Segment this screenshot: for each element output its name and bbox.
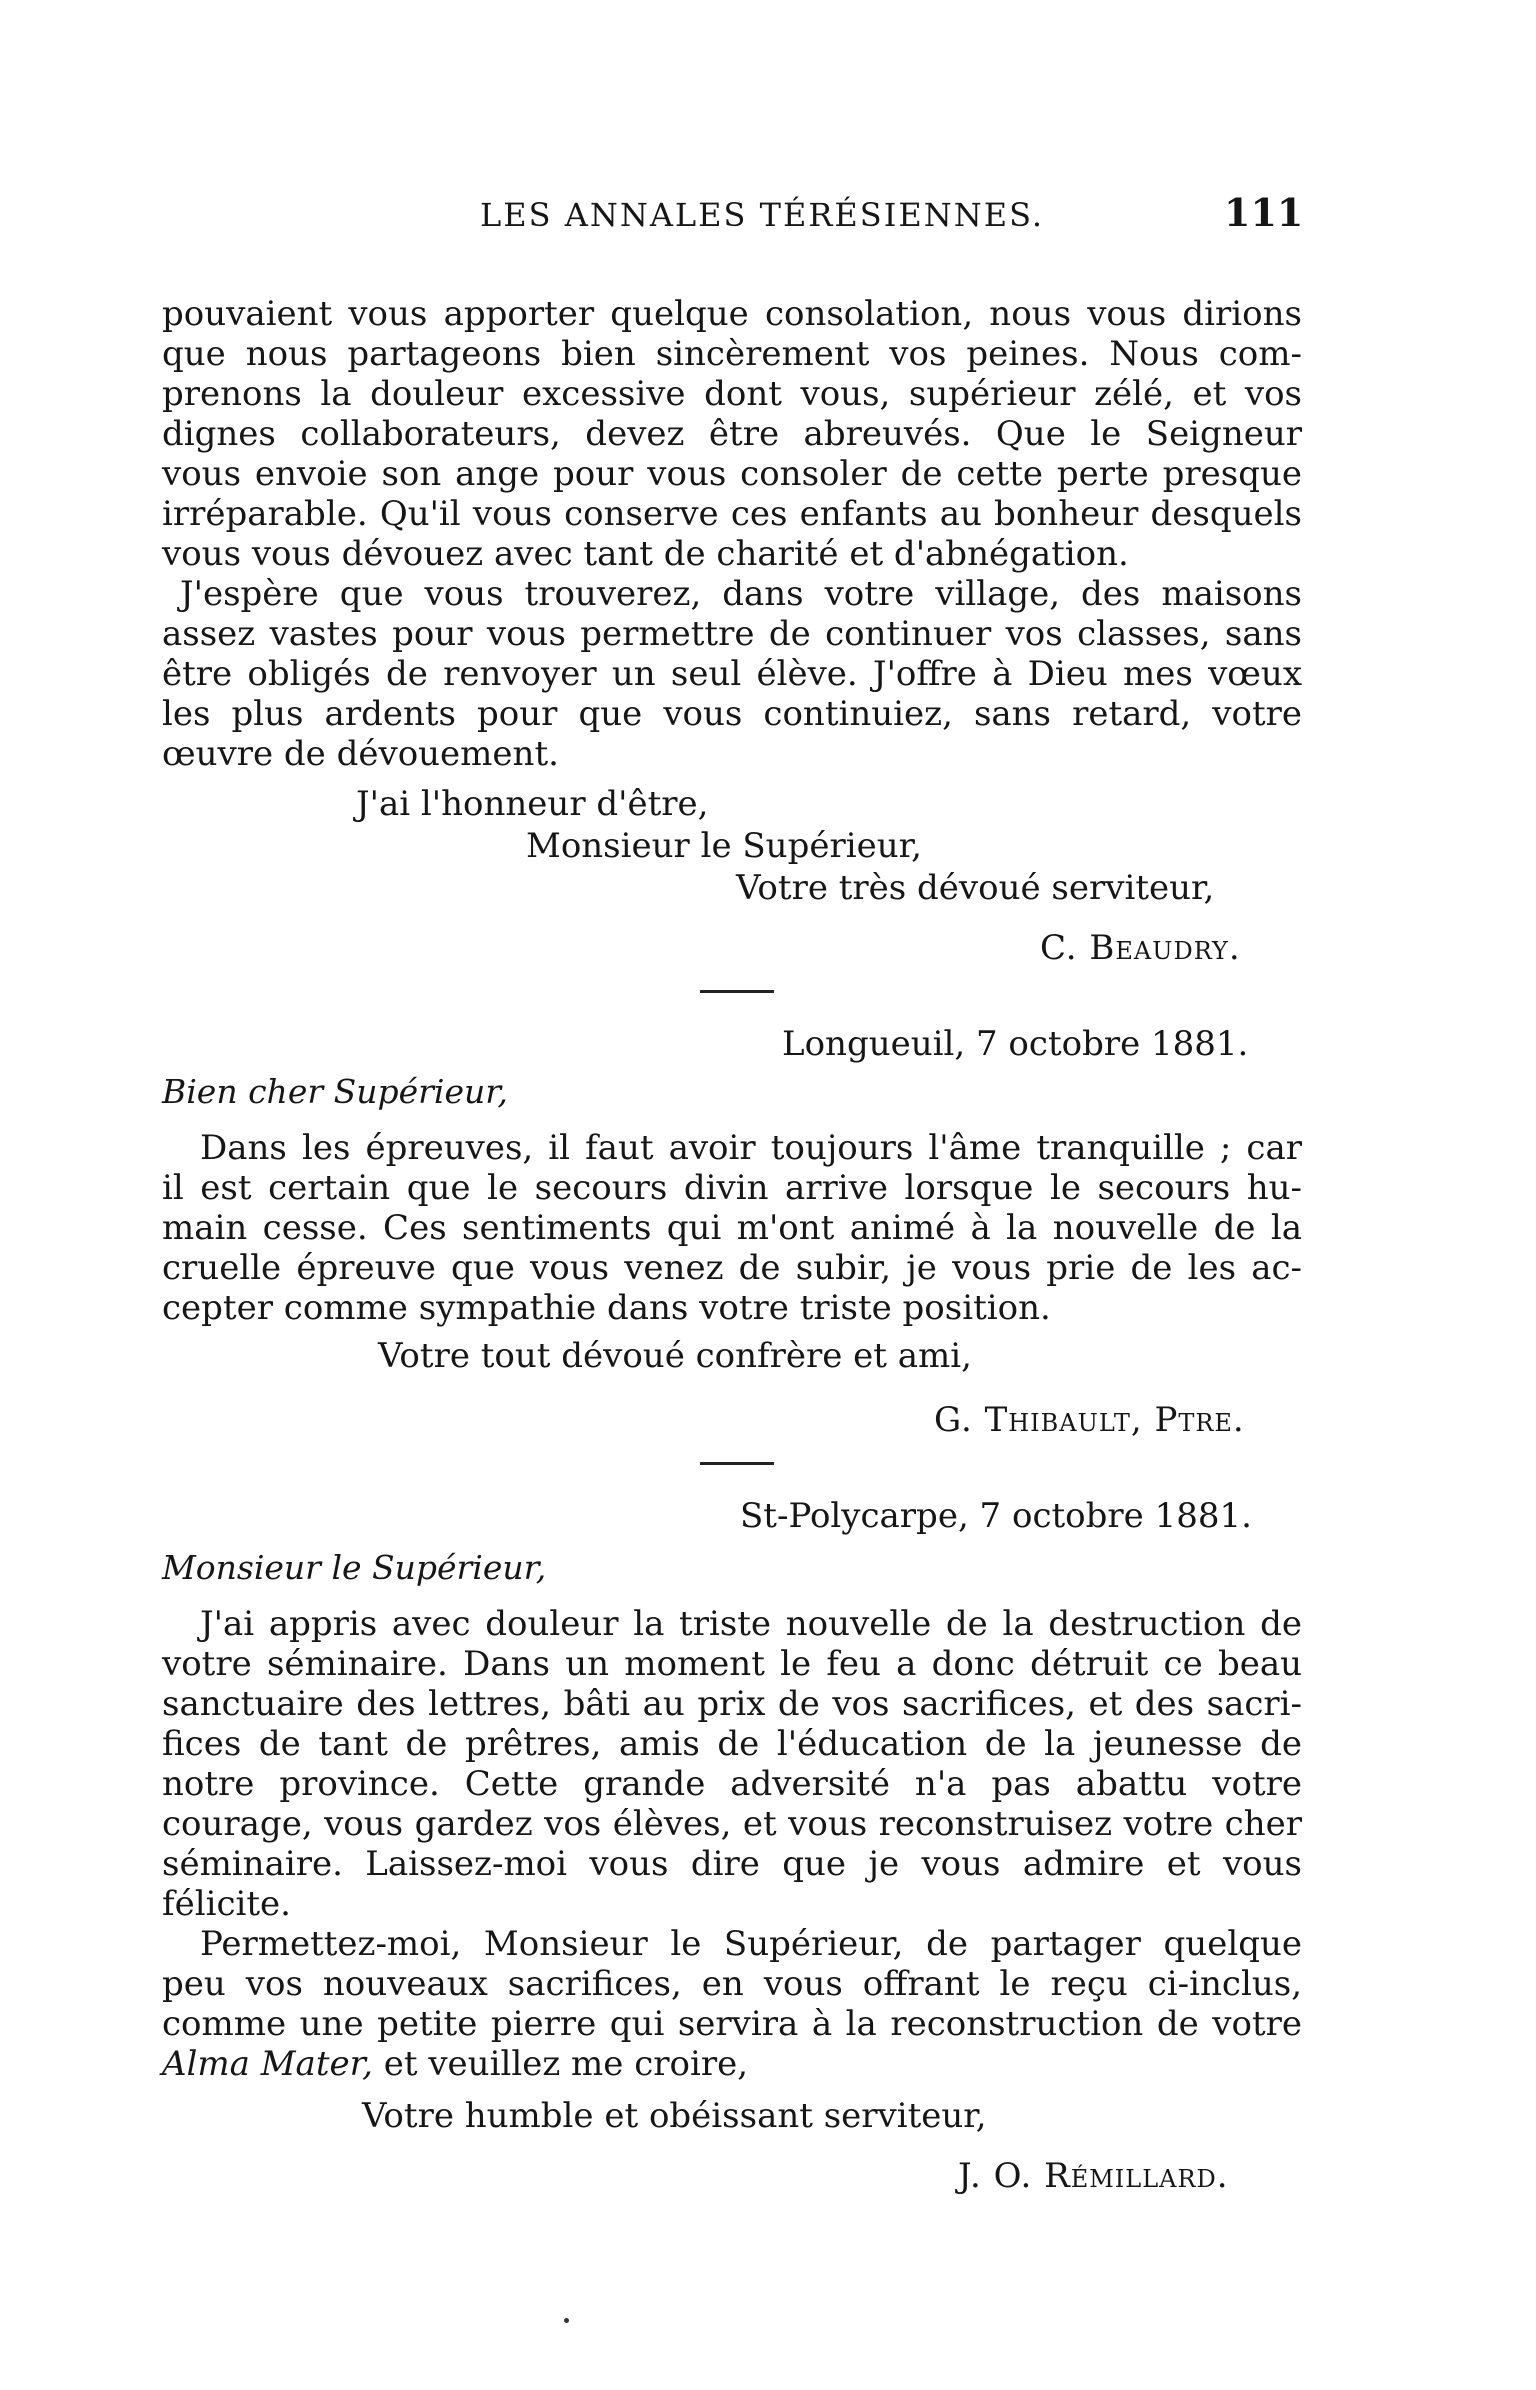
- text-line: Permettez-moi, Monsieur le Supérieur, de partager quelque: [200, 1924, 1302, 1964]
- text-line: peu vos nouveaux sacrifices, en vous offrant le reçu ci-inclus,: [162, 1964, 1302, 2004]
- text-line: dignes collaborateurs, devez être abreuvés. Que le Seigneur: [162, 414, 1302, 454]
- text-line: irréparable. Qu'il vous conserve ces enfants au bonheur desquels: [162, 494, 1302, 534]
- text-line: main cesse. Ces sentiments qui m'ont animé à la nouvelle de la: [162, 1208, 1302, 1248]
- salutation: Monsieur le Supérieur,: [162, 1548, 547, 1587]
- ink-speck: [564, 2318, 569, 2323]
- text-line: J'ai appris avec douleur la triste nouvelle de la destruction de: [200, 1604, 1302, 1644]
- text-line: [162, 2044, 748, 2084]
- closing-line: Votre très dévoué serviteur,: [736, 868, 1215, 908]
- text-line: vous vous dévouez avec tant de charité et d'abnégation.: [162, 534, 1129, 574]
- text-line: notre province. Cette grande adversité n'a pas abattu votre: [162, 1764, 1302, 1804]
- closing-line: Votre humble et obéissant serviteur,: [362, 2096, 987, 2136]
- text-line: assez vastes pour vous permettre de continuer vos classes, sans: [162, 614, 1302, 654]
- separator-rule: [700, 1462, 774, 1465]
- text-line: J'espère que vous trouverez, dans votre village, des maisons: [180, 574, 1302, 614]
- signature: J. O. Rémillard.: [958, 2156, 1229, 2196]
- closing-line: J'ai l'honneur d'être,: [356, 784, 709, 824]
- text-line: fices de tant de prêtres, amis de l'éducation de la jeunesse de: [162, 1724, 1302, 1764]
- letter-date: Longueuil, 7 octobre 1881.: [782, 1024, 1249, 1064]
- text-fragment: et veuillez me croire,: [372, 2044, 749, 2084]
- page-number: 111: [1224, 190, 1304, 235]
- text-line: Dans les épreuves, il faut avoir toujours l'âme tranquille ; car: [200, 1128, 1302, 1168]
- letter-date: St-Polycarpe, 7 octobre 1881.: [740, 1496, 1252, 1536]
- signature: G. Thibault, Ptre.: [934, 1400, 1245, 1440]
- text-line: les plus ardents pour que vous continuiez, sans retard, votre: [162, 694, 1302, 734]
- text-line: que nous partageons bien sincèrement vos peines. Nous com-: [162, 334, 1302, 374]
- text-line: courage, vous gardez vos élèves, et vous reconstruisez votre cher: [162, 1804, 1302, 1844]
- signature: C. Beaudry.: [1040, 928, 1241, 968]
- text-line: prenons la douleur excessive dont vous, supérieur zélé, et vos: [162, 374, 1302, 414]
- closing-line: Monsieur le Supérieur,: [526, 826, 922, 866]
- running-title: LES ANNALES TÉRÉSIENNES.: [480, 196, 1045, 234]
- closing-line: Votre tout dévoué confrère et ami,: [378, 1336, 972, 1376]
- text-line: comme une petite pierre qui servira à la reconstruction de votre: [162, 2004, 1302, 2044]
- text-line: être obligés de renvoyer un seul élève. J'offre à Dieu mes vœux: [162, 654, 1302, 694]
- text-line: sanctuaire des lettres, bâti au prix de vos sacrifices, et des sacri-: [162, 1684, 1302, 1724]
- text-line: pouvaient vous apporter quelque consolation, nous vous dirions: [162, 294, 1302, 334]
- text-line: vous envoie son ange pour vous consoler de cette perte presque: [162, 454, 1302, 494]
- text-line: œuvre de dévouement.: [162, 734, 559, 774]
- text-line: séminaire. Laissez-moi vous dire que je vous admire et vous: [162, 1844, 1302, 1884]
- text-line: cruelle épreuve que vous venez de subir, je vous prie de les ac-: [162, 1248, 1302, 1288]
- text-line: il est certain que le secours divin arrive lorsque le secours hu-: [162, 1168, 1302, 1208]
- separator-rule: [700, 990, 774, 993]
- text-line: cepter comme sympathie dans votre triste position.: [162, 1288, 1051, 1328]
- text-line: félicite.: [162, 1884, 291, 1924]
- text-line: votre séminaire. Dans un moment le feu a donc détruit ce beau: [162, 1644, 1302, 1684]
- salutation: Bien cher Supérieur,: [162, 1072, 508, 1111]
- alma-mater-italic: Alma Mater,: [162, 2044, 373, 2084]
